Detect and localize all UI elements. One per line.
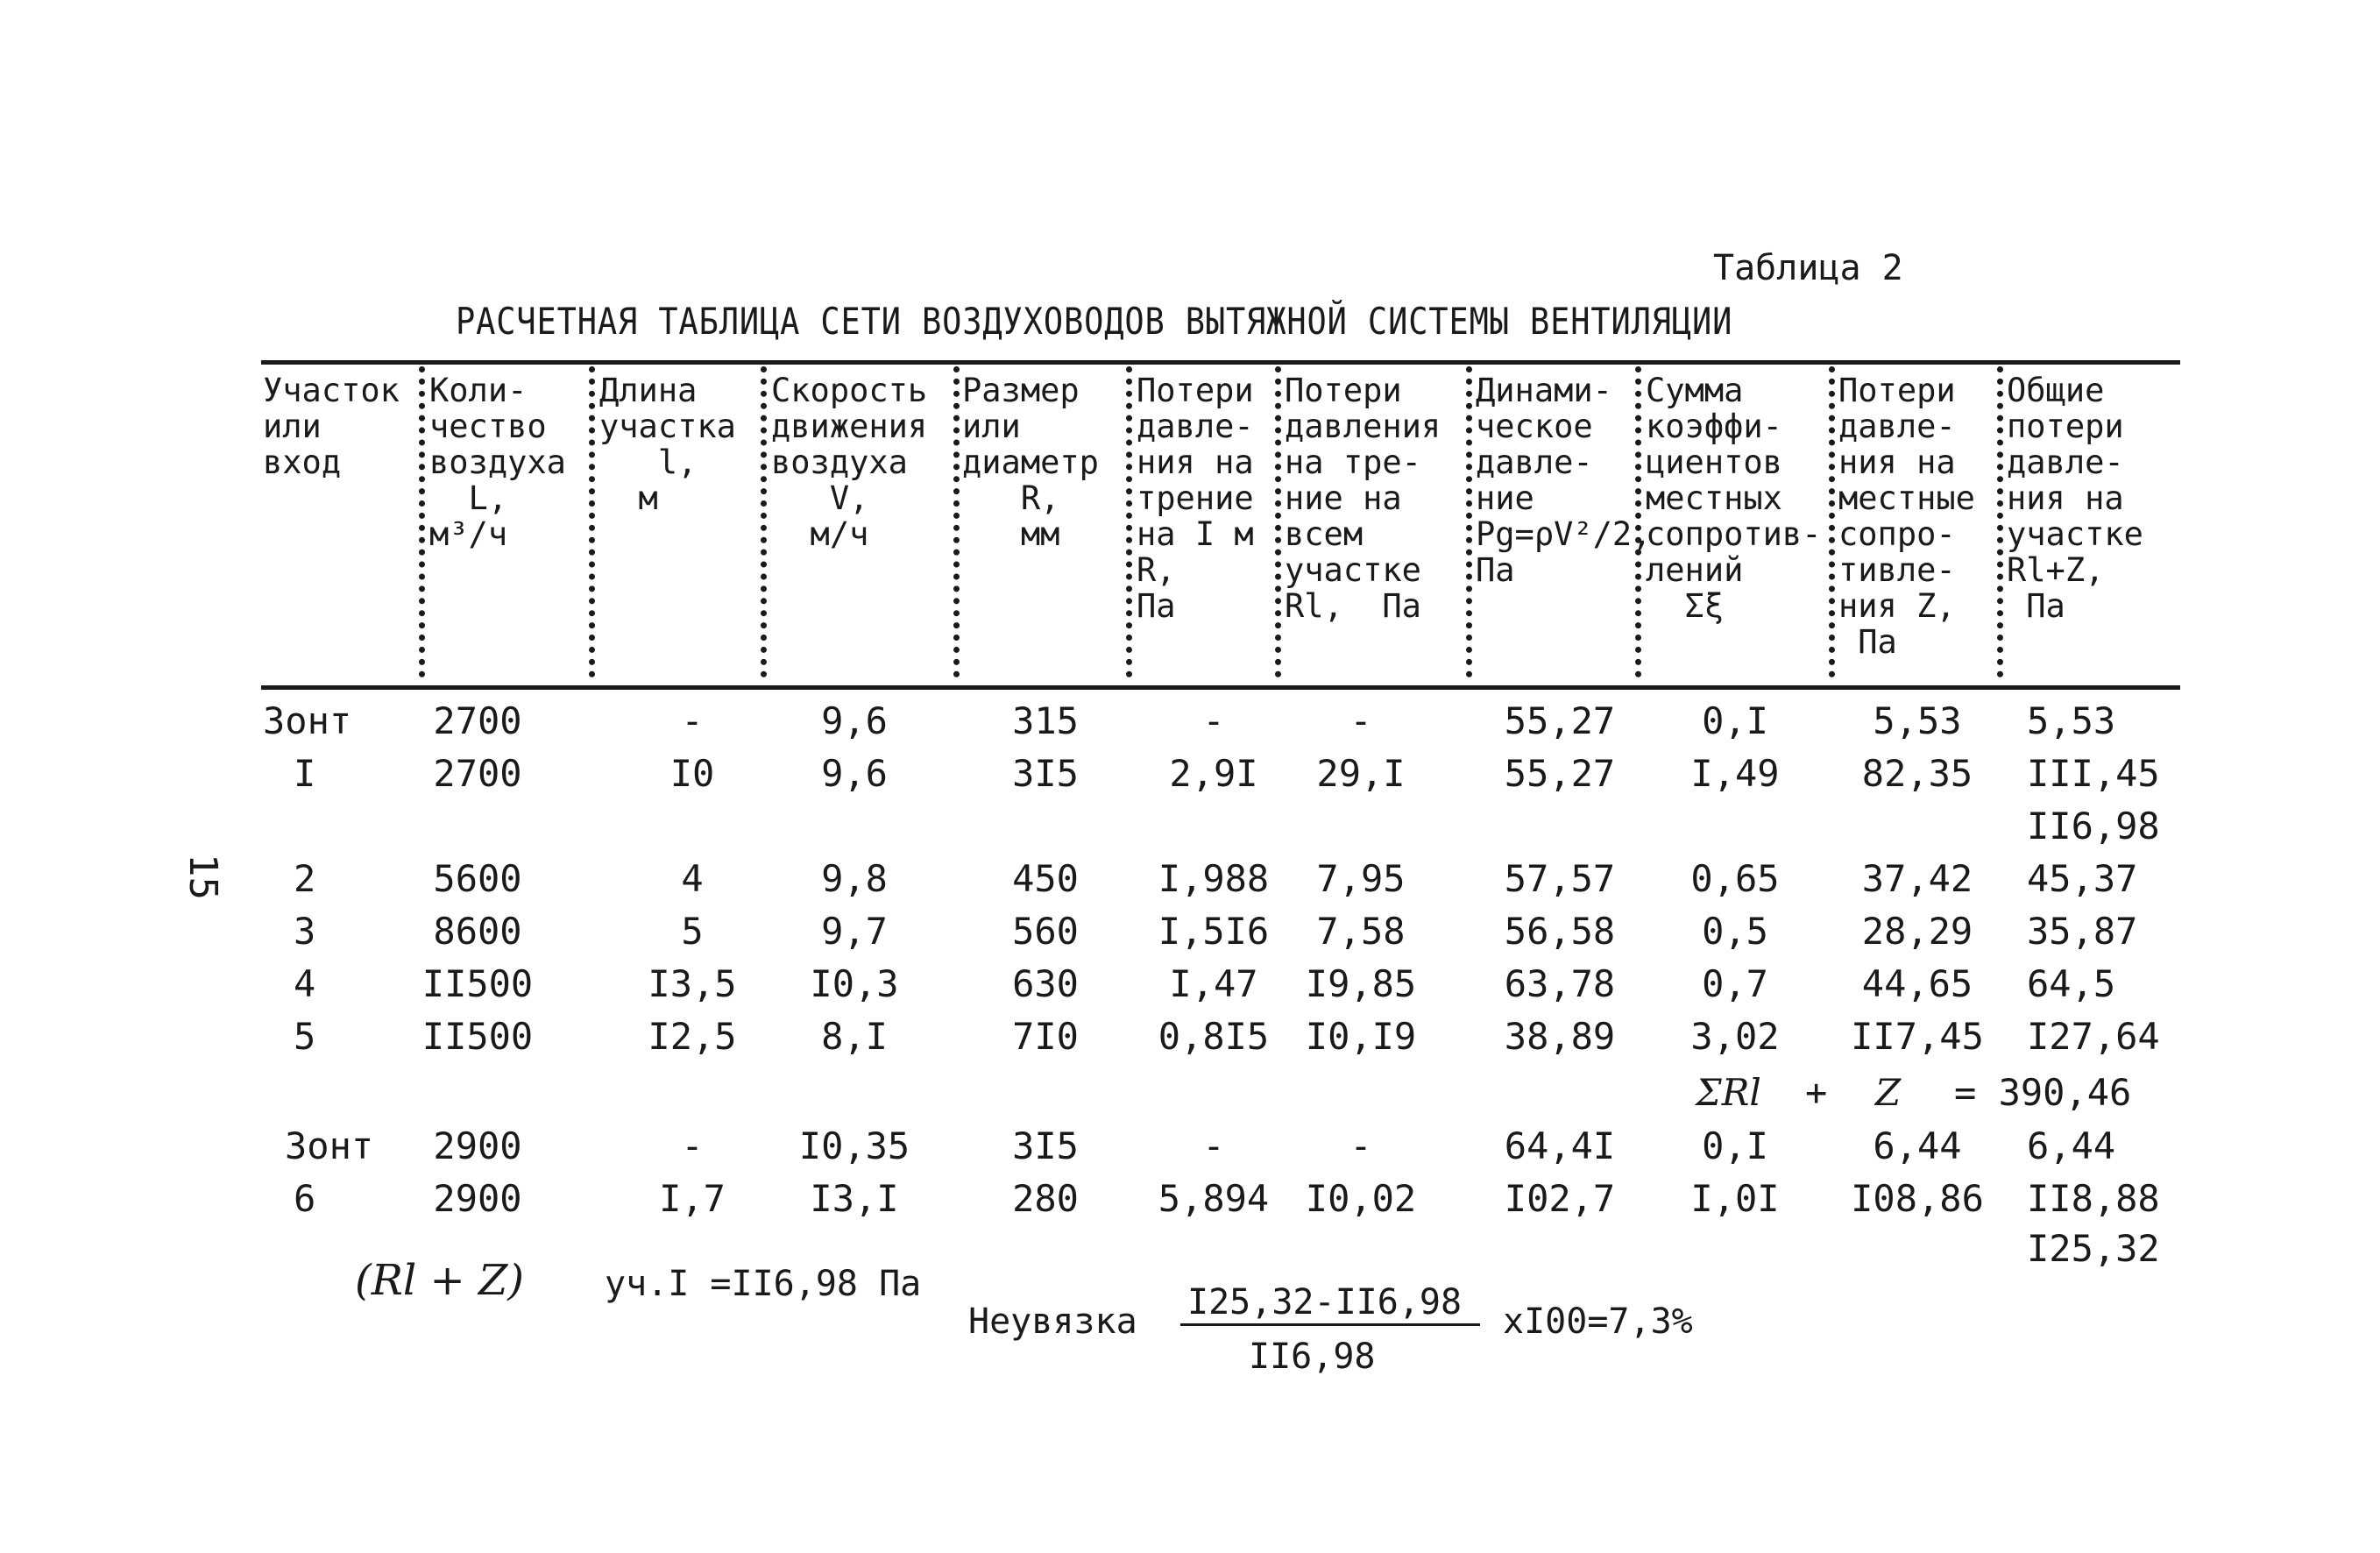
cell-local-loss: 6,44 xyxy=(1873,1124,1962,1167)
cell-friction-per-m: - xyxy=(1202,1124,1225,1167)
cell-velocity: 9,8 xyxy=(821,857,888,900)
cell-local-coef: I,49 xyxy=(1690,752,1780,795)
cell-air-volume: 2900 xyxy=(433,1124,522,1167)
table-header-rule xyxy=(261,685,2180,690)
cell-dynamic-pressure: 57,57 xyxy=(1504,857,1616,900)
cell-section: Зонт xyxy=(263,699,352,742)
cell-dynamic-pressure: 63,78 xyxy=(1504,962,1616,1005)
cell-friction-per-m: 0,8I5 xyxy=(1158,1015,1270,1058)
fraction-bar xyxy=(1180,1323,1480,1326)
cell-length: - xyxy=(681,699,704,742)
cell-velocity: 8,I xyxy=(821,1015,888,1058)
column-separator xyxy=(1126,366,1132,677)
cell-local-loss: 5,53 xyxy=(1873,699,1962,742)
cell-size: 450 xyxy=(1012,857,1079,900)
cell-local-coef: I,0I xyxy=(1690,1177,1780,1220)
header-air-volume: Коли- чество воздуха L, м³/ч xyxy=(429,372,566,553)
cell-section: 4 xyxy=(294,962,316,1005)
cell-local-coef: + xyxy=(1805,1071,1828,1114)
cell-friction-total: I0,I9 xyxy=(1305,1015,1417,1058)
cell-friction-per-m: 5,894 xyxy=(1158,1177,1270,1220)
cell-length: 5 xyxy=(681,910,704,953)
cell-air-volume: 5600 xyxy=(433,857,522,900)
cell-local-loss: 82,35 xyxy=(1861,752,1973,795)
cell-size: 630 xyxy=(1012,962,1079,1005)
cell-friction-total: 7,58 xyxy=(1316,910,1406,953)
cell-velocity: 9,6 xyxy=(821,699,888,742)
section-note: уч.I =II6,98 Па xyxy=(605,1264,922,1304)
cell-total-loss: I27,64 xyxy=(2027,1015,2160,1058)
cell-friction-total: 29,I xyxy=(1316,752,1406,795)
cell-section: I xyxy=(294,752,316,795)
cell-length: I3,5 xyxy=(648,962,737,1005)
header-section: Участок или вход xyxy=(263,372,400,481)
cell-section: 3 xyxy=(294,910,316,953)
cell-local-coef: 0,65 xyxy=(1690,857,1780,900)
cell-dynamic-pressure: 38,89 xyxy=(1504,1015,1616,1058)
cell-friction-total: - xyxy=(1349,1124,1372,1167)
cell-velocity: I0,35 xyxy=(798,1124,910,1167)
cell-dynamic-pressure: 55,27 xyxy=(1504,752,1616,795)
cell-size: 315 xyxy=(1012,699,1079,742)
handwritten-formula: (Rl + Z) xyxy=(355,1256,525,1305)
cell-size: 280 xyxy=(1012,1177,1079,1220)
cell-size: 3I5 xyxy=(1012,752,1079,795)
cell-local-loss: 44,65 xyxy=(1861,962,1973,1005)
cell-length: - xyxy=(681,1124,704,1167)
cell-air-volume: II500 xyxy=(421,962,534,1005)
column-separator xyxy=(761,366,767,677)
cell-dynamic-pressure: I02,7 xyxy=(1504,1177,1616,1220)
column-separator xyxy=(1466,366,1472,677)
cell-dynamic-pressure: ΣRl xyxy=(1696,1071,1761,1114)
header-length: Длина участка l, м xyxy=(599,372,736,517)
cell-local-loss: I08,86 xyxy=(1851,1177,1984,1220)
cell-total-loss: 35,87 xyxy=(2027,910,2138,953)
mismatch-result: xI00=7,3% xyxy=(1503,1301,1693,1342)
cell-local-loss: II7,45 xyxy=(1851,1015,1984,1058)
cell-friction-per-m: I,5I6 xyxy=(1158,910,1270,953)
cell-velocity: I3,I xyxy=(810,1177,899,1220)
cell-total-loss: = 390,46 xyxy=(1954,1071,2132,1114)
cell-total-loss: II6,98 xyxy=(2027,805,2160,847)
cell-air-volume: 8600 xyxy=(433,910,522,953)
header-friction-loss-per-m: Потери давле- ния на трение на I м R, Па xyxy=(1137,372,1254,625)
cell-local-coef: 0,I xyxy=(1702,1124,1768,1167)
cell-local-coef: 0,5 xyxy=(1702,910,1768,953)
cell-local-loss: Z xyxy=(1875,1071,1902,1114)
cell-length: I2,5 xyxy=(648,1015,737,1058)
cell-air-volume: II500 xyxy=(421,1015,534,1058)
cell-local-coef: 3,02 xyxy=(1690,1015,1780,1058)
cell-friction-total: I0,02 xyxy=(1305,1177,1417,1220)
cell-dynamic-pressure: 56,58 xyxy=(1504,910,1616,953)
cell-local-loss: 37,42 xyxy=(1861,857,1973,900)
cell-local-coef: 0,7 xyxy=(1702,962,1768,1005)
header-local-coefficients: Сумма коэффи- циентов местных сопротив- лений Σξ xyxy=(1646,372,1822,625)
cell-local-loss: 28,29 xyxy=(1861,910,1973,953)
page-number: 15 xyxy=(180,854,225,900)
mismatch-label: Неувязка xyxy=(968,1301,1137,1342)
cell-velocity: 9,7 xyxy=(821,910,888,953)
cell-length: I0 xyxy=(669,752,715,795)
cell-length: I,7 xyxy=(659,1177,726,1220)
cell-friction-total: 7,95 xyxy=(1316,857,1406,900)
cell-section: 6 xyxy=(294,1177,316,1220)
cell-total-loss: 6,44 xyxy=(2027,1124,2116,1167)
cell-total-loss: 64,5 xyxy=(2027,962,2116,1005)
header-local-losses: Потери давле- ния на местные сопро- тивле- ния Z, Па xyxy=(1838,372,1975,661)
cell-dynamic-pressure: 64,4I xyxy=(1504,1124,1616,1167)
mismatch-denominator: II6,98 xyxy=(1249,1337,1376,1377)
header-dynamic-pressure: Динами- ческое давле- ние Pg=ρV²/2, Па xyxy=(1476,372,1652,589)
cell-total-loss: 5,53 xyxy=(2027,699,2116,742)
cell-friction-total: I9,85 xyxy=(1305,962,1417,1005)
table-title: РАСЧЕТНАЯ ТАБЛИЦА СЕТИ ВОЗДУХОВОДОВ ВЫТЯЖНОЙ СИСТЕМЫ ВЕНТИЛЯЦИИ xyxy=(456,300,1733,343)
cell-length: 4 xyxy=(681,857,704,900)
cell-air-volume: 2700 xyxy=(433,752,522,795)
column-separator xyxy=(419,366,425,677)
column-separator xyxy=(1275,366,1281,677)
cell-air-volume: 2700 xyxy=(433,699,522,742)
column-separator xyxy=(953,366,960,677)
cell-velocity: 9,6 xyxy=(821,752,888,795)
cell-friction-per-m: - xyxy=(1202,699,1225,742)
header-velocity: Скорость движения воздуха V, м/ч xyxy=(771,372,928,553)
cell-friction-per-m: I,47 xyxy=(1169,962,1258,1005)
cell-total-loss: II8,88 xyxy=(2027,1177,2160,1220)
header-total-losses: Общие потери давле- ния на участке Rl+Z, Па xyxy=(2007,372,2143,625)
header-friction-loss-total: Потери давления на тре- ние на всем участке Rl, Па xyxy=(1285,372,1441,625)
mismatch-numerator: I25,32-II6,98 xyxy=(1187,1282,1463,1323)
cell-total-loss: III,45 xyxy=(2027,752,2160,795)
cell-friction-per-m: 2,9I xyxy=(1169,752,1258,795)
cell-size: 560 xyxy=(1012,910,1079,953)
cell-section: Зонт xyxy=(285,1124,374,1167)
cell-section: 2 xyxy=(294,857,316,900)
cell-friction-per-m: I,988 xyxy=(1158,857,1270,900)
cell-total-loss: I25,32 xyxy=(2027,1227,2160,1270)
cell-velocity: I0,3 xyxy=(810,962,899,1005)
cell-total-loss: 45,37 xyxy=(2027,857,2138,900)
cell-air-volume: 2900 xyxy=(433,1177,522,1220)
column-separator xyxy=(1829,366,1835,677)
table-caption: Таблица 2 xyxy=(1713,248,1903,288)
header-size: Размер или диаметр R, мм xyxy=(962,372,1099,553)
cell-local-coef: 0,I xyxy=(1702,699,1768,742)
column-separator xyxy=(589,366,595,677)
column-separator xyxy=(1997,366,2003,677)
cell-friction-total: - xyxy=(1349,699,1372,742)
table-top-rule xyxy=(261,360,2180,365)
cell-size: 7I0 xyxy=(1012,1015,1079,1058)
cell-size: 3I5 xyxy=(1012,1124,1079,1167)
cell-section: 5 xyxy=(294,1015,316,1058)
cell-dynamic-pressure: 55,27 xyxy=(1504,699,1616,742)
